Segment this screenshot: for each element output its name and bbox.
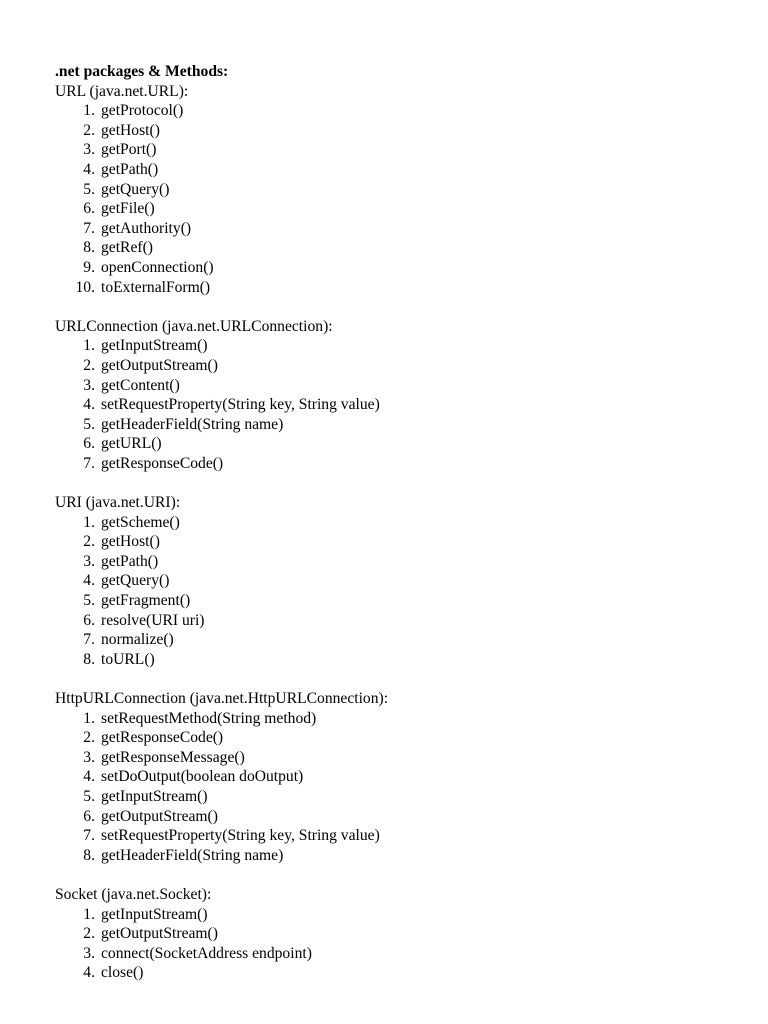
list-item-text: setRequestProperty(String key, String value): [101, 827, 380, 845]
list-item-text: openConnection(): [101, 258, 214, 276]
method-list: [55, 513, 735, 670]
list-item: [55, 709, 735, 729]
list-item-number: 8.: [83, 239, 95, 257]
list-item-text: getPort(): [101, 141, 157, 159]
list-item-text: getHost(): [101, 121, 160, 139]
section-heading: HttpURLConnection (java.net.HttpURLConnection):: [55, 690, 389, 707]
list-item: [55, 924, 735, 944]
list-item: [55, 160, 735, 180]
list-item-number: 8.: [83, 650, 95, 668]
list-item-number: 5.: [83, 787, 95, 805]
section-heading: URI (java.net.URI):: [55, 494, 181, 512]
list-item-text: getResponseCode(): [101, 729, 224, 747]
list-item-text: setRequestMethod(String method): [101, 709, 317, 727]
list-item-number: 1.: [83, 337, 95, 355]
list-item: [55, 140, 735, 160]
list-item-number: 6.: [83, 435, 95, 453]
list-item: [55, 434, 735, 454]
list-item-number: 8.: [83, 846, 95, 864]
list-item: [55, 591, 735, 611]
list-item-text: normalize(): [101, 631, 174, 649]
list-item: [55, 963, 735, 983]
list-item-number: 3.: [83, 376, 95, 394]
list-item: [55, 238, 735, 258]
list-item-number: 5.: [83, 180, 95, 198]
list-item-number: 7.: [83, 827, 95, 845]
list-item: [55, 571, 735, 591]
list-item-text: getFragment(): [101, 592, 191, 610]
list-item-text: getHost(): [101, 533, 160, 551]
list-item-text: getPath(): [101, 160, 159, 178]
list-item: [55, 395, 735, 415]
list-item: [55, 944, 735, 964]
list-item-number: 1.: [83, 905, 95, 923]
list-item: [55, 905, 735, 925]
list-item-number: 7.: [83, 219, 95, 237]
list-item-number: 5.: [83, 592, 95, 610]
list-item: [55, 532, 735, 552]
list-item: [55, 258, 735, 278]
method-list: [55, 905, 735, 983]
list-item: [55, 748, 735, 768]
list-item-number: 10.: [75, 278, 95, 296]
list-item-text: toURL(): [101, 650, 155, 668]
section: [55, 317, 735, 474]
list-item: [55, 630, 735, 650]
list-item-number: 6.: [83, 611, 95, 629]
list-item-text: getScheme(): [101, 513, 180, 531]
section-spacer: [55, 669, 735, 689]
section-spacer: [55, 865, 735, 885]
list-item-text: getInputStream(): [101, 337, 208, 355]
section: [55, 689, 735, 865]
method-list: [55, 336, 735, 473]
section-heading: URLConnection (java.net.URLConnection):: [55, 317, 333, 335]
list-item-text: getQuery(): [101, 180, 170, 198]
list-item-text: getURL(): [101, 435, 162, 453]
list-item-text: toExternalForm(): [101, 278, 211, 296]
document-title: .net packages & Methods:: [55, 63, 229, 80]
list-item-number: 9.: [83, 258, 95, 276]
list-item-number: 2.: [83, 533, 95, 551]
section-heading: Socket (java.net.Socket):: [55, 885, 212, 903]
list-item-text: connect(SocketAddress endpoint): [101, 944, 312, 962]
list-item-number: 6.: [83, 200, 95, 218]
list-item-number: 4.: [83, 396, 95, 414]
list-item-text: getOutputStream(): [101, 356, 218, 374]
method-list: [55, 101, 735, 297]
list-item-text: close(): [101, 964, 144, 982]
list-item: [55, 767, 735, 787]
document-page: [55, 62, 735, 983]
section-spacer: [55, 473, 735, 493]
list-item: [55, 650, 735, 670]
list-item-text: getResponseMessage(): [101, 748, 245, 766]
section-spacer: [55, 297, 735, 317]
list-item-text: getInputStream(): [101, 905, 208, 923]
list-item: [55, 199, 735, 219]
list-item-number: 1.: [83, 513, 95, 531]
list-item: [55, 552, 735, 572]
list-item-number: 4.: [83, 768, 95, 786]
section: [55, 885, 735, 983]
list-item-text: getFile(): [101, 200, 155, 218]
list-item-number: 3.: [83, 141, 95, 159]
list-item-number: 7.: [83, 454, 95, 472]
list-item-number: 2.: [83, 121, 95, 139]
method-list: [55, 709, 735, 866]
list-item-text: setRequestProperty(String key, String value): [101, 396, 380, 414]
list-item-text: resolve(URI uri): [101, 611, 205, 629]
list-item: [55, 826, 735, 846]
list-item-number: 5.: [83, 415, 95, 433]
list-item-text: setDoOutput(boolean doOutput): [101, 768, 304, 786]
list-item: [55, 101, 735, 121]
list-item: [55, 121, 735, 141]
section: [55, 82, 735, 298]
list-item: [55, 278, 735, 298]
section: [55, 493, 735, 669]
list-item-number: 4.: [83, 964, 95, 982]
list-item: [55, 415, 735, 435]
list-item-number: 2.: [83, 925, 95, 943]
list-item: [55, 846, 735, 866]
list-item-text: getProtocol(): [101, 102, 184, 120]
list-item: [55, 219, 735, 239]
list-item-number: 3.: [83, 552, 95, 570]
list-item: [55, 336, 735, 356]
list-item-text: getRef(): [101, 239, 153, 257]
list-item: [55, 180, 735, 200]
list-item: [55, 728, 735, 748]
list-item-text: getHeaderField(String name): [101, 415, 284, 433]
list-item-number: 3.: [83, 944, 95, 962]
list-item-text: getResponseCode(): [101, 454, 224, 472]
list-item: [55, 513, 735, 533]
list-item-text: getContent(): [101, 376, 180, 394]
list-item: [55, 611, 735, 631]
list-item-number: 4.: [83, 160, 95, 178]
list-item-text: getOutputStream(): [101, 807, 218, 825]
list-item-text: getHeaderField(String name): [101, 846, 284, 864]
list-item-text: getInputStream(): [101, 787, 208, 805]
sections-container: [55, 82, 735, 983]
list-item: [55, 807, 735, 827]
list-item: [55, 376, 735, 396]
list-item: [55, 454, 735, 474]
section-heading: URL (java.net.URL):: [55, 82, 189, 100]
list-item-text: getOutputStream(): [101, 925, 218, 943]
list-item: [55, 356, 735, 376]
list-item-text: getAuthority(): [101, 219, 192, 237]
list-item-text: getPath(): [101, 552, 159, 570]
list-item-text: getQuery(): [101, 572, 170, 590]
list-item-number: 7.: [83, 631, 95, 649]
list-item-number: 6.: [83, 807, 95, 825]
list-item-number: 2.: [83, 729, 95, 747]
list-item-number: 4.: [83, 572, 95, 590]
list-item-number: 1.: [83, 709, 95, 727]
list-item: [55, 787, 735, 807]
list-item-number: 3.: [83, 748, 95, 766]
list-item-number: 1.: [83, 102, 95, 120]
list-item-number: 2.: [83, 356, 95, 374]
